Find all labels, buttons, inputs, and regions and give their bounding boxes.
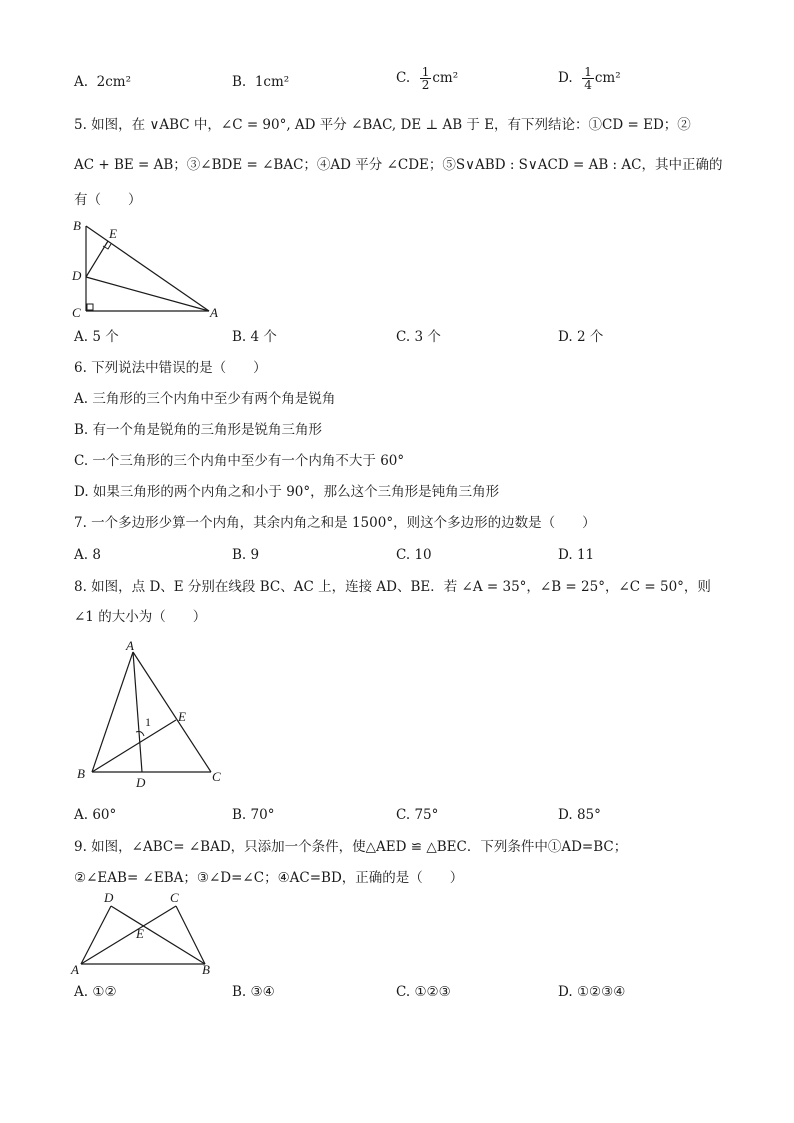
q9-option-b — [232, 983, 275, 1001]
option-key: B. — [232, 984, 247, 1000]
label-c: C — [170, 890, 179, 905]
option-unit: cm² — [594, 70, 621, 86]
label-e: E — [178, 709, 186, 724]
option-key: D. — [558, 329, 573, 345]
option-text: ①②③ — [414, 984, 451, 1000]
fraction-denominator: 2 — [421, 78, 430, 92]
q8-option-d — [558, 806, 601, 824]
option-unit: cm² — [432, 70, 459, 86]
label-b: B — [202, 962, 210, 976]
fraction-denominator: 4 — [584, 78, 592, 92]
q4-option-c — [396, 66, 458, 91]
q8-option-c — [396, 806, 438, 824]
label-d: D — [104, 890, 114, 905]
q4-option-a — [74, 73, 131, 91]
q6-choice-d: D. 如果三角形的两个内角之和小于 90°，那么这个三角形是钝角三角形 — [74, 484, 500, 500]
q6-stem: 6. 下列说法中错误的是（ ） — [74, 360, 267, 376]
option-key: D. — [558, 807, 573, 823]
label-c: C — [72, 305, 81, 320]
q9-option-d — [558, 983, 625, 1001]
option-text: 9 — [250, 547, 260, 563]
option-text: 4 个 — [250, 329, 277, 345]
option-key: C. — [396, 547, 411, 563]
q7-option-c — [396, 546, 432, 564]
option-text: 2cm² — [96, 74, 132, 90]
option-text: 10 — [414, 547, 432, 563]
label-c: C — [212, 769, 221, 784]
option-key: B. — [232, 74, 247, 90]
option-key: D. — [558, 547, 573, 563]
option-text: 85° — [576, 807, 601, 823]
label-a: A — [210, 305, 218, 320]
option-key: D. — [558, 984, 573, 1000]
option-text: 5 个 — [92, 329, 119, 345]
q4-option-b — [232, 73, 289, 91]
option-key: A. — [74, 807, 89, 823]
option-key: A. — [74, 329, 89, 345]
q9-quadrilateral-figure — [68, 890, 218, 976]
option-text: ③④ — [250, 984, 275, 1000]
label-e: E — [109, 226, 117, 241]
q7-option-a — [74, 546, 101, 564]
q9-option-a — [74, 983, 117, 1001]
q8-triangle-figure — [70, 636, 230, 792]
q4-option-d — [558, 66, 621, 91]
q9-stem-line2: ②∠EAB= ∠EBA；③∠D=∠C；④AC=BD，正确的是（ ） — [74, 870, 464, 886]
label-a: A — [71, 962, 79, 976]
label-a: A — [126, 638, 134, 653]
q5-stem-line1: 5. 如图，在 ∨ABC 中，∠C = 90°, AD 平分 ∠BAC, DE ⊥ AB 于 E，有下列结论：①CD = ED；② — [74, 117, 691, 133]
option-key: B. — [232, 547, 247, 563]
q5-option-c — [396, 328, 441, 346]
option-text: 60° — [92, 807, 117, 823]
q5-option-a — [74, 328, 119, 346]
fraction — [582, 66, 594, 91]
option-text: 11 — [576, 547, 595, 563]
option-text: 2 个 — [576, 329, 604, 345]
label-e: E — [136, 926, 144, 941]
q5-triangle-figure — [66, 216, 226, 324]
fraction-numerator: 1 — [421, 65, 430, 79]
q8-option-a — [74, 806, 116, 824]
q5-stem-line2: AC + BE = AB；③∠BDE = ∠BAC；④AD 平分 ∠CDE；⑤S∨ABD : S∨ACD = AB : AC，其中正确的 — [74, 157, 723, 173]
q8-stem-line2: ∠1 的大小为（ ） — [74, 609, 207, 625]
label-d: D — [136, 775, 146, 790]
option-key: C. — [396, 70, 411, 86]
q5-option-b — [232, 328, 277, 346]
option-key: D. — [558, 70, 573, 86]
label-b: B — [73, 218, 81, 233]
option-key: C. — [396, 984, 411, 1000]
label-d: D — [72, 268, 82, 283]
option-text: ①②③④ — [576, 984, 626, 1000]
option-key: A. — [74, 74, 89, 90]
q7-option-b — [232, 546, 259, 564]
option-key: B. — [232, 329, 247, 345]
option-text: 8 — [92, 547, 101, 563]
option-key: C. — [396, 329, 411, 345]
q7-option-d — [558, 546, 594, 564]
option-text: 1cm² — [254, 74, 290, 90]
q6-choice-a: A. 三角形的三个内角中至少有两个角是锐角 — [74, 391, 336, 407]
option-key: C. — [396, 807, 411, 823]
label-angle-1: 1 — [145, 715, 151, 729]
option-text: ①② — [92, 984, 117, 1000]
q6-choice-b: B. 有一个角是锐角的三角形是锐角三角形 — [74, 422, 323, 438]
q7-stem: 7. 一个多边形少算一个内角，其余内角之和是 1500°，则这个多边形的边数是（ ） — [74, 515, 596, 531]
q9-option-c — [396, 983, 451, 1001]
option-text: 70° — [250, 807, 275, 823]
q8-option-b — [232, 806, 274, 824]
option-key: B. — [232, 807, 247, 823]
option-text: 3 个 — [414, 329, 441, 345]
q8-stem-line1: 8. 如图，点 D、E 分别在线段 BC、AC 上，连接 AD、BE．若 ∠A = 35°，∠B = 25°，∠C = 50°，则 — [74, 579, 711, 595]
option-key: A. — [74, 984, 89, 1000]
q6-choice-c: C. 一个三角形的三个内角中至少有一个内角不大于 60° — [74, 453, 405, 469]
option-key: A. — [74, 547, 89, 563]
q5-option-d — [558, 328, 603, 346]
option-text: 75° — [414, 807, 439, 823]
fraction — [420, 66, 432, 91]
q9-stem-line1: 9. 如图，∠ABC= ∠BAD，只添加一个条件，使△AED ≌ △BEC．下列条件中①AD=BC； — [74, 839, 628, 855]
fraction-numerator: 1 — [584, 65, 592, 79]
label-b: B — [77, 766, 85, 781]
q5-stem-line3: 有（ ） — [74, 192, 142, 208]
